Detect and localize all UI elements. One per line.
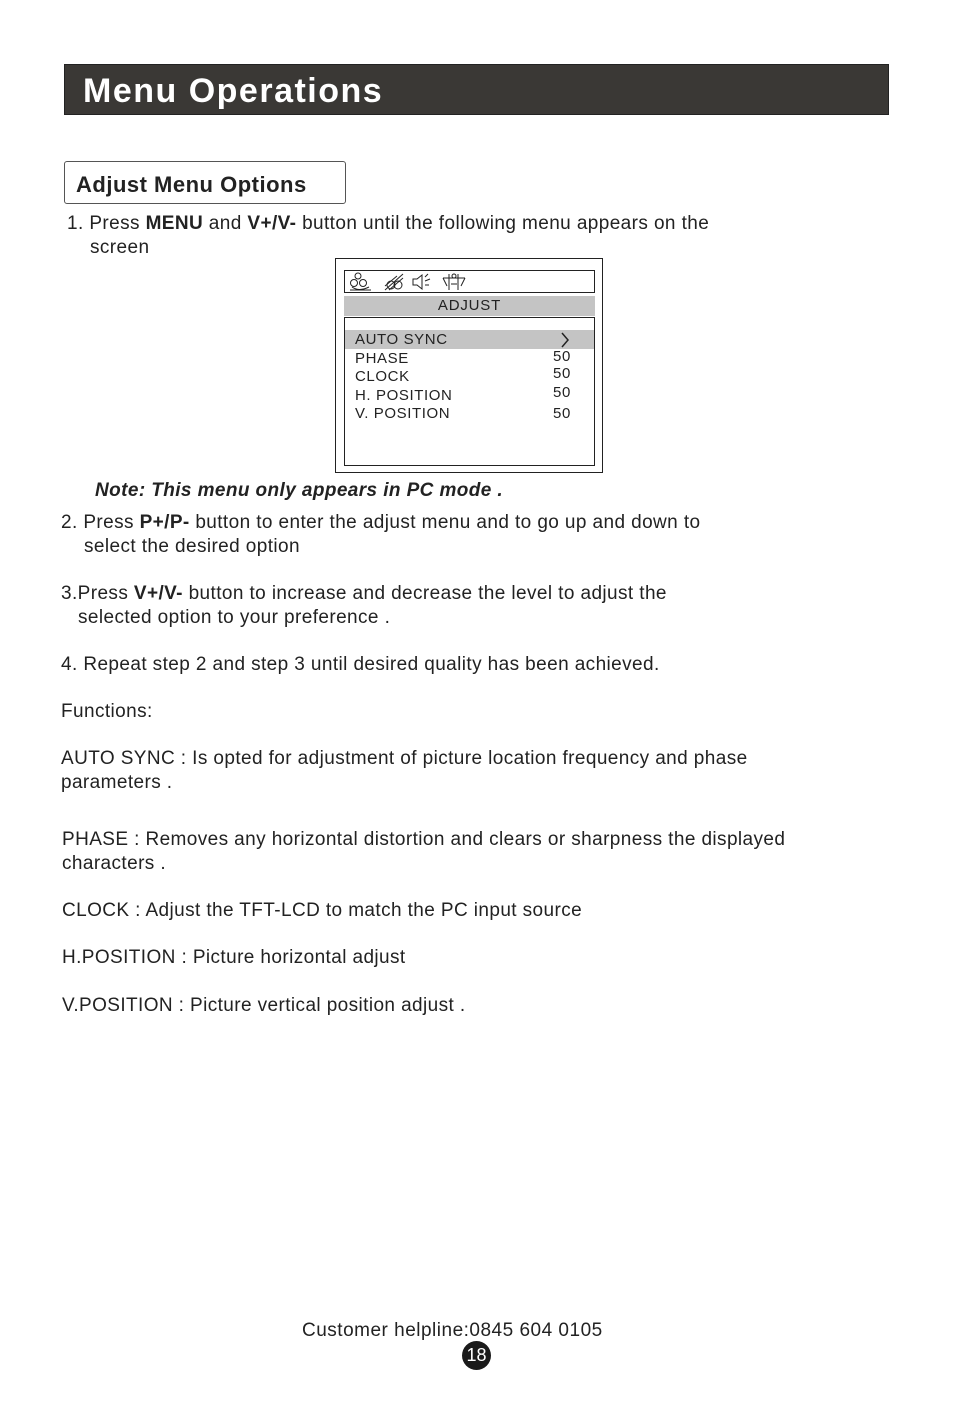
- function-phase-line-1: PHASE : Removes any horizontal distortion and clears or sharpness the displayed: [62, 829, 786, 850]
- step-2-prefix: 2. Press: [61, 512, 140, 533]
- chevron-right-icon: [559, 332, 571, 348]
- function-clock: CLOCK : Adjust the TFT-LCD to match the PC input source: [62, 900, 583, 921]
- program-key-label: P+/P-: [139, 512, 190, 533]
- osd-menu-illustration: [335, 258, 603, 473]
- osd-item-label: CLOCK: [355, 368, 410, 385]
- picture-icon: [349, 272, 375, 292]
- step-3-suffix: button to increase and decrease the level to adjust the: [182, 583, 667, 604]
- section-title: Adjust Menu Options: [76, 172, 307, 197]
- osd-title: ADJUST: [344, 296, 595, 316]
- function-v-position: V.POSITION : Picture vertical position adjust .: [62, 995, 466, 1016]
- osd-item-value: 50: [553, 384, 571, 401]
- step-3: [61, 582, 667, 630]
- osd-item-value: 50: [553, 365, 571, 382]
- customer-helpline: Customer helpline:0845 604 0105: [302, 1320, 603, 1341]
- function-phase: [62, 828, 785, 876]
- section-heading-box: [64, 161, 346, 204]
- osd-item-value: 50: [553, 348, 571, 365]
- header-bar: [64, 64, 889, 115]
- step-1-suffix: button until the following menu appears on the: [296, 213, 710, 234]
- page-title: Menu Operations: [83, 72, 384, 110]
- step-1-mid: and: [203, 213, 248, 234]
- function-auto-sync-line-1: AUTO SYNC : Is opted for adjustment of picture location frequency and phase: [61, 748, 748, 769]
- step-2-suffix: button to enter the adjust menu and to go up and down to: [189, 512, 701, 533]
- step-1: [67, 212, 709, 260]
- volume-key-label: V+/V-: [247, 213, 297, 234]
- page-number-badge: 18: [462, 1341, 491, 1370]
- color-icon: [383, 272, 407, 292]
- sound-icon: [411, 272, 433, 292]
- function-auto-sync: [61, 747, 748, 795]
- osd-item-label: H. POSITION: [355, 387, 453, 404]
- pc-mode-note: Note: This menu only appears in PC mode .: [95, 480, 504, 501]
- osd-item-label: AUTO SYNC: [355, 331, 448, 348]
- osd-item-value: 50: [553, 405, 571, 422]
- step-2: [61, 511, 700, 559]
- osd-item-h-position: [345, 386, 594, 405]
- step-1-line-2: screen: [90, 237, 150, 258]
- function-h-position: H.POSITION : Picture horizontal adjust: [62, 947, 406, 968]
- step-1-prefix: 1. Press: [67, 213, 146, 234]
- function-auto-sync-line-2: parameters .: [61, 772, 173, 793]
- step-3-prefix: 3.Press: [61, 583, 134, 604]
- osd-option-list: [344, 317, 595, 466]
- osd-item-v-position: [345, 404, 594, 423]
- osd-icon-bar: [344, 270, 595, 293]
- step-2-line-2: select the desired option: [84, 536, 300, 557]
- function-phase-line-2: characters .: [62, 853, 167, 874]
- step-3-line-2: selected option to your preference .: [78, 607, 391, 628]
- menu-key-label: MENU: [145, 213, 204, 234]
- volume-key-label: V+/V-: [133, 583, 183, 604]
- osd-item-label: V. POSITION: [355, 405, 451, 422]
- setup-icon: [441, 272, 467, 292]
- step-4: 4. Repeat step 2 and step 3 until desired quality has been achieved.: [61, 654, 660, 675]
- osd-item-label: PHASE: [355, 350, 409, 367]
- functions-heading: Functions:: [61, 701, 153, 722]
